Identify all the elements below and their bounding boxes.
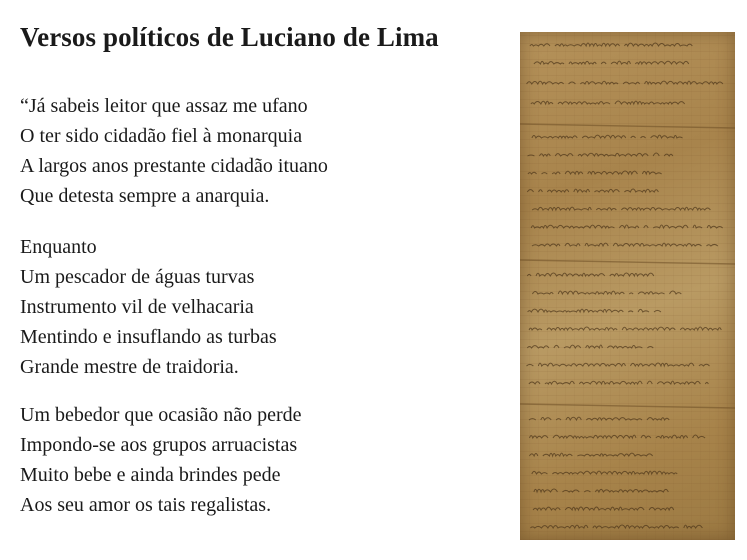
verse-line: Aos seu amor os tais regalistas. [20,494,272,516]
verse-line: O ter sido cidadão fiel à monarquia [20,125,303,147]
handwritten-line [527,273,659,276]
handwritten-line [529,417,669,420]
handwritten-line [532,291,686,294]
handwritten-line [527,81,723,84]
manuscript-image [520,32,735,540]
handwritten-line [530,525,702,528]
handwritten-line [532,207,710,210]
verse-line: Enquanto [20,236,97,258]
handwritten-line [530,43,697,46]
handwritten-line [529,453,657,456]
verse-line: Instrumento vil de velhacaria [20,296,254,318]
handwritten-line [534,489,668,492]
handwritten-line [527,189,658,192]
handwritten-line [533,507,674,510]
verse-line: Mentindo e insuflando as turbas [20,326,277,348]
page-title: Versos políticos de Luciano de Lima [20,22,439,52]
fold-crease [520,260,735,264]
verse-line: Impondo-se aos grupos arruacistas [20,434,298,456]
fold-crease [520,404,735,408]
handwritten-line [529,435,705,438]
verse-line: “Já sabeis leitor que assaz me ufano [20,95,308,117]
handwritten-line [529,327,721,330]
handwritten-line [532,135,688,138]
handwritten-line [526,363,709,366]
handwritten-line [528,171,662,174]
handwritten-line [532,471,677,474]
stanza-3 [20,400,302,520]
verse-line: A largos anos prestante cidadão ituano [20,155,328,177]
verse-line: Que detesta sempre a anarquia. [20,185,270,207]
stanza-1 [20,91,328,211]
handwritten-line [531,225,723,228]
handwritten-line [527,153,672,156]
handwriting-scribbles [520,32,735,540]
verse-line: Muito bebe e ainda brindes pede [20,464,281,486]
handwritten-line [528,309,661,312]
handwritten-line [532,243,723,246]
stanza-2 [20,232,277,382]
verse-line: Um bebedor que ocasião não perde [20,404,302,426]
handwritten-line [529,381,709,384]
verse-line: Grande mestre de traidoria. [20,356,239,378]
handwritten-line [527,345,658,348]
verse-line: Um pescador de águas turvas [20,266,255,288]
fold-crease [520,124,735,128]
handwritten-line [531,101,685,104]
handwritten-line [534,61,689,64]
